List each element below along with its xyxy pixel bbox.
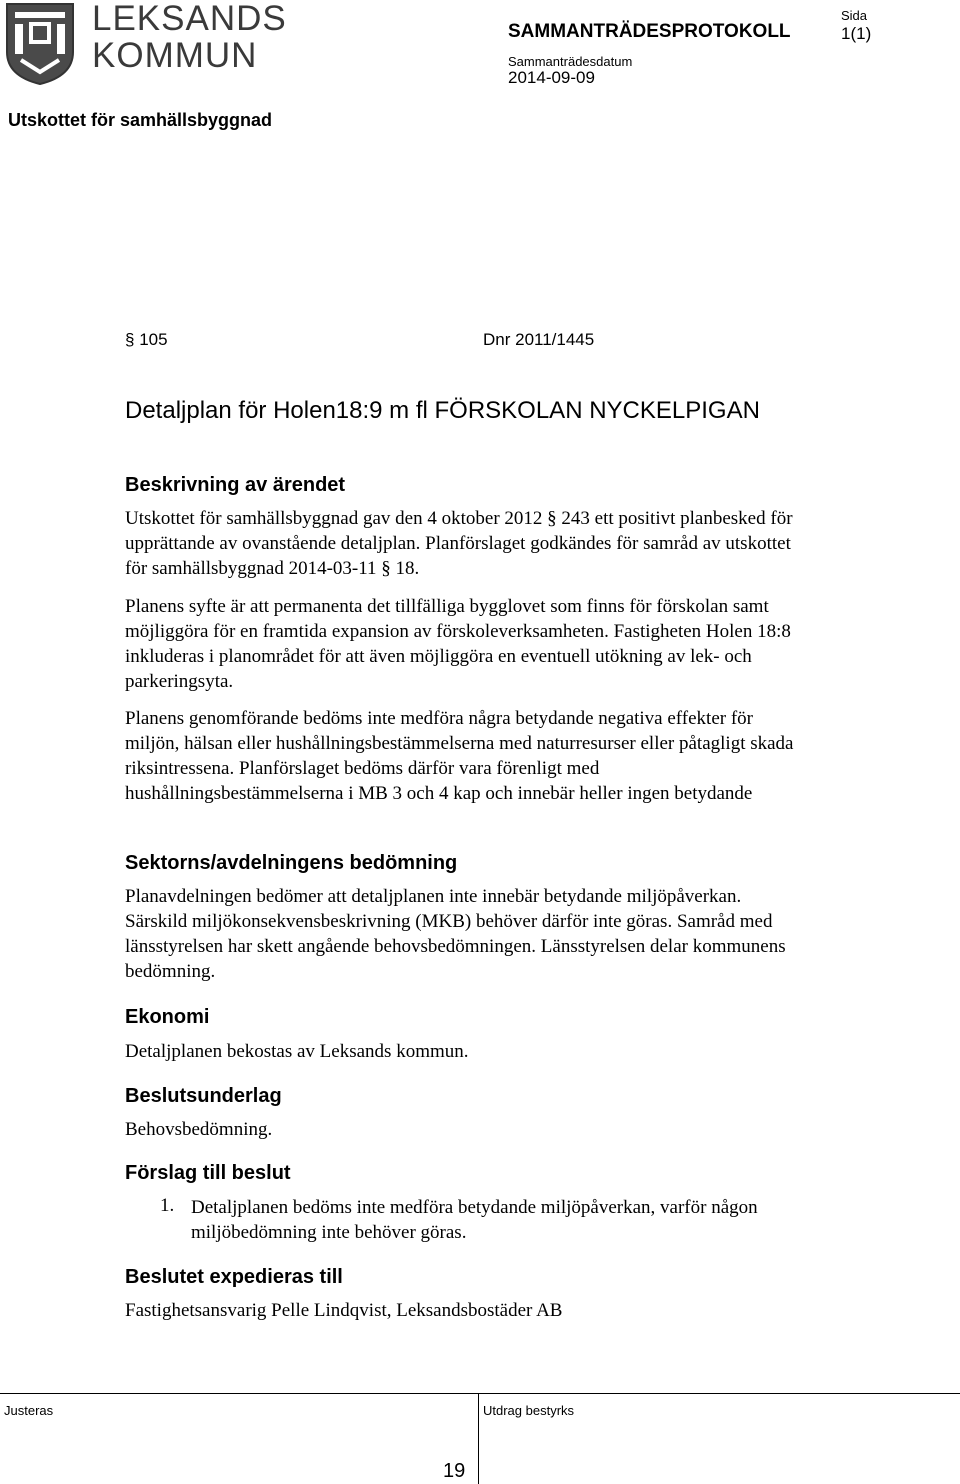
page-number: 19	[443, 1460, 466, 1482]
list-item-number: 1.	[160, 1195, 175, 1216]
footer-signature-divider	[478, 1440, 479, 1484]
heading-sektor: Sektorns/avdelningens bedömning	[125, 852, 458, 874]
paragraph-beskrivning-1: Utskottet för samhällsbyggnad gav den 4 oktober 2012 § 243 ett positivt planbesked för upprättande av ovanstående detaljplan. Planförslaget godkändes för samråd av utskottet för samhällsbyggnad 2014-03-11 § 18.	[125, 508, 793, 579]
footer-utdrag-label: Utdrag bestyrks	[483, 1403, 575, 1418]
case-title: Detaljplan för Holen18:9 m fl FÖRSKOLAN NYCKELPIGAN	[125, 397, 760, 424]
paragraph-beslutsunderlag: Behovsbedömning.	[125, 1119, 273, 1140]
section-symbol: §	[125, 330, 135, 349]
municipality-crest-logo	[5, 2, 75, 86]
document-type: SAMMANTRÄDESPROTOKOLL	[508, 21, 791, 42]
paragraph-expedieras: Fastighetsansvarig Pelle Lindqvist, Leksandsbostäder AB	[125, 1300, 563, 1321]
heading-beslutsunderlag: Beslutsunderlag	[125, 1085, 282, 1107]
case-section-number	[125, 330, 168, 350]
committee-name: Utskottet för samhällsbyggnad	[8, 110, 273, 130]
paragraph-sektor: Planavdelningen bedömer att detaljplanen inte innebär betydande miljöpåverkan. Särskild miljökonsekvensbeskrivning (MKB) behöver därför inte göras. Samråd med länsstyrelsen har skett angående behovsbedömningen. Länsstyrelsen delar kommunens bedömning.	[125, 886, 786, 982]
footer-divider	[0, 1393, 960, 1394]
list-item-text: Detaljplanen bedöms inte medföra betydande miljöpåverkan, varför någon miljöbedömning inte behöver göras.	[191, 1197, 758, 1243]
logo-line-2: KOMMUN	[92, 36, 258, 75]
municipality-logo-text	[92, 0, 287, 74]
page-count: 1(1)	[841, 24, 872, 43]
case-registration-number: Dnr 2011/1445	[483, 330, 595, 349]
page-label: Sida	[841, 8, 868, 23]
heading-forslag: Förslag till beslut	[125, 1162, 291, 1184]
meeting-date: 2014-09-09	[508, 68, 595, 87]
paragraph-beskrivning-2: Planens syfte är att permanenta det tillfälliga bygglovet som finns för förskolan samt möjliggöra för en framtida expansion av förskoleverksamheten. Fastigheten Holen 18:8 inkluderas i planområdet för att även möjliggöra en eventuell utökning av lek- och parkeringsyta.	[125, 596, 791, 692]
meeting-date-label: Sammanträdesdatum	[508, 54, 633, 69]
paragraph-ekonomi: Detaljplanen bekostas av Leksands kommun.	[125, 1041, 469, 1062]
heading-beskrivning: Beskrivning av ärendet	[125, 474, 346, 496]
paragraph-beskrivning-3: Planens genomförande bedöms inte medföra några betydande negativa effekter för miljön, hälsan eller hushållningsbestämmelserna med naturresurser eller påtagligt skada riksintressena. Planförslaget bedöms därför vara förenligt med hushållningsbestämmelserna i MB 3 och 4 kap och innebär heller ingen betydande	[125, 708, 794, 804]
logo-line-1: LEKSANDS	[92, 0, 287, 38]
heading-ekonomi: Ekonomi	[125, 1006, 210, 1028]
section-number: 105	[139, 330, 168, 349]
heading-expedieras: Beslutet expedieras till	[125, 1266, 343, 1288]
footer-justeras-label: Justeras	[4, 1403, 54, 1418]
